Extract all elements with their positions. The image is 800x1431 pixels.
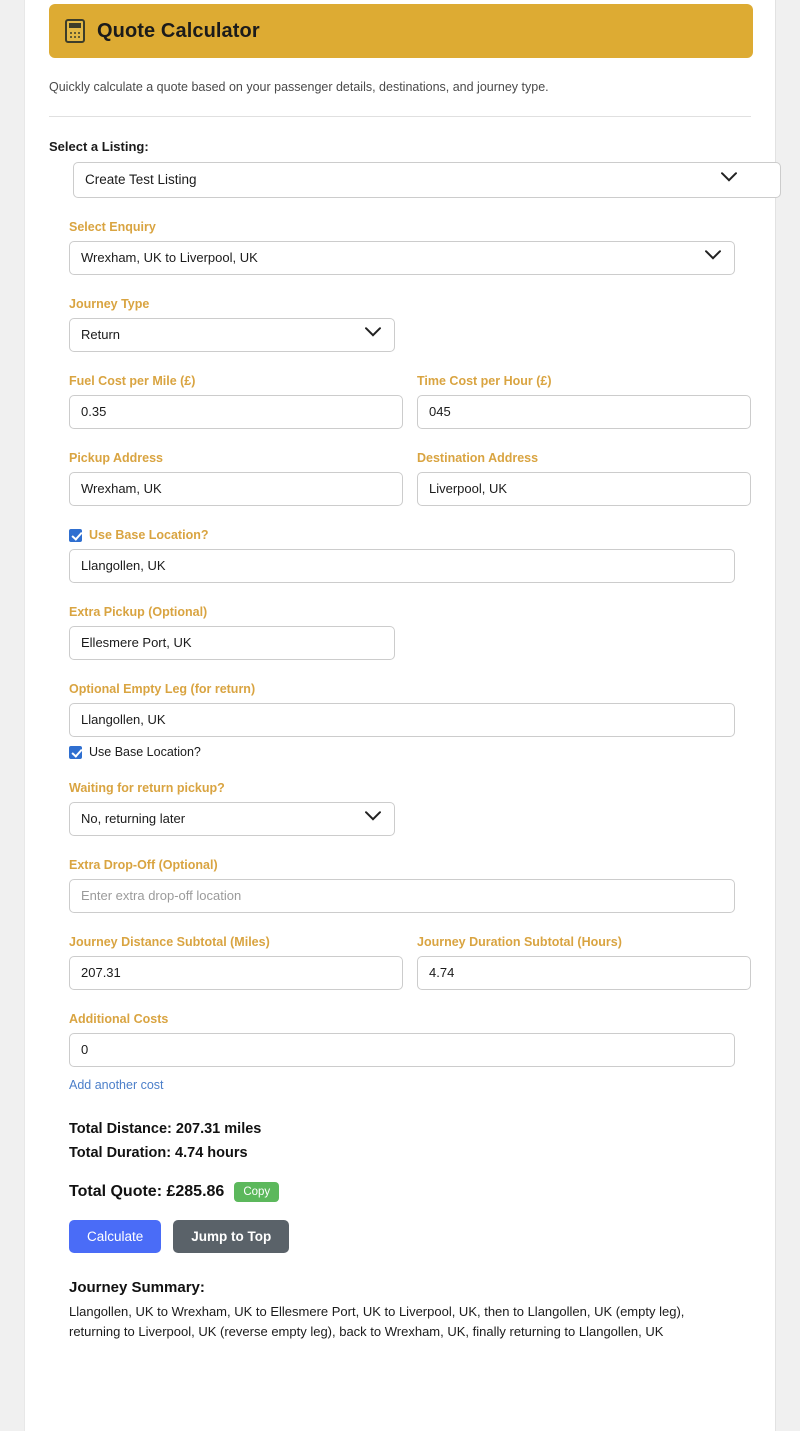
enquiry-select-wrapper[interactable] — [69, 241, 735, 275]
waiting-return-label: Waiting for return pickup? — [69, 781, 225, 795]
pickup-address-label: Pickup Address — [69, 451, 164, 465]
waiting-return-select[interactable]: No, returning later — [69, 802, 395, 836]
field-fuel-cost — [69, 374, 403, 429]
fuel-cost-input[interactable]: 0.35 — [69, 395, 403, 429]
journey-type-select-wrapper[interactable] — [69, 318, 395, 352]
field-extra-dropoff — [69, 858, 751, 913]
total-duration: Total Duration: 4.74 hours — [69, 1144, 248, 1161]
listing-select-wrapper[interactable] — [49, 162, 751, 198]
enquiry-label: Select Enquiry — [69, 220, 156, 234]
total-quote: Total Quote: £285.86 — [69, 1182, 225, 1200]
journey-summary-text: Llangollen, UK to Wrexham, UK to Ellesmere Port, UK to Liverpool, UK, then to Llangollen, UK (empty leg), returning to Liverpool, UK (reverse empty leg), back to Wrexham, UK, finally returning to Llangollen, UK — [69, 1303, 685, 1339]
duration-subtotal-label: Journey Duration Subtotal (Hours) — [417, 935, 622, 949]
calculator-icon — [65, 19, 85, 43]
field-time-cost — [417, 374, 751, 429]
time-cost-label: Time Cost per Hour (£) — [417, 374, 552, 388]
field-distance-subtotal — [69, 935, 403, 990]
field-pickup-address — [69, 451, 403, 506]
field-additional-costs — [69, 1012, 751, 1094]
checkbox-checked-icon[interactable] — [69, 746, 82, 759]
field-journey-type — [69, 297, 751, 352]
journey-summary-title: Journey Summary: — [69, 1278, 205, 1296]
use-base-location-checkbox-1[interactable] — [69, 528, 751, 542]
quote-calculator-card — [24, 0, 776, 1431]
journey-type-label: Journey Type — [69, 297, 150, 311]
add-another-cost-link[interactable]: Add another cost — [69, 1078, 164, 1092]
header-divider — [49, 116, 751, 117]
field-empty-leg — [69, 682, 751, 759]
field-base-location-1 — [69, 528, 751, 583]
duration-subtotal-input[interactable]: 4.74 — [417, 956, 751, 990]
field-extra-pickup — [69, 605, 751, 660]
cost-row — [69, 374, 751, 429]
jump-to-top-button[interactable]: Jump to Top — [173, 1220, 289, 1253]
checkbox-checked-icon[interactable] — [69, 529, 82, 542]
total-quote-row — [69, 1182, 751, 1202]
destination-address-input[interactable]: Liverpool, UK — [417, 472, 751, 506]
use-base-location-checkbox-2[interactable] — [69, 745, 751, 759]
page-header — [49, 4, 753, 58]
extra-dropoff-input[interactable]: Enter extra drop-off location — [69, 879, 735, 913]
extra-pickup-input[interactable]: Ellesmere Port, UK — [69, 626, 395, 660]
use-base-location-label-2: Use Base Location? — [89, 745, 201, 759]
address-row — [69, 451, 751, 506]
listing-label: Select a Listing: — [49, 139, 149, 154]
field-waiting-return — [69, 781, 751, 836]
extra-dropoff-label: Extra Drop-Off (Optional) — [69, 858, 218, 872]
action-buttons — [69, 1220, 751, 1253]
use-base-location-label-1: Use Base Location? — [89, 528, 209, 542]
fuel-cost-label: Fuel Cost per Mile (£) — [69, 374, 196, 388]
empty-leg-label: Optional Empty Leg (for return) — [69, 682, 256, 696]
pickup-address-input[interactable]: Wrexham, UK — [69, 472, 403, 506]
waiting-return-select-wrapper[interactable] — [69, 802, 395, 836]
quote-form — [25, 220, 775, 1342]
listing-select[interactable]: Create Test Listing — [73, 162, 781, 198]
total-distance: Total Distance: 207.31 miles — [69, 1121, 262, 1137]
additional-costs-label: Additional Costs — [69, 1012, 169, 1026]
destination-address-label: Destination Address — [417, 451, 539, 465]
totals-block — [69, 1118, 751, 1166]
empty-leg-input[interactable]: Llangollen, UK — [69, 703, 735, 737]
calculate-button[interactable]: Calculate — [69, 1220, 161, 1253]
time-cost-input[interactable]: 045 — [417, 395, 751, 429]
field-enquiry — [69, 220, 751, 275]
page-subtitle: Quickly calculate a quote based on your passenger details, destinations, and journey type. — [49, 80, 549, 94]
copy-button[interactable]: Copy — [234, 1182, 279, 1202]
subtotal-row — [69, 935, 751, 990]
field-destination-address — [417, 451, 751, 506]
base-location-input-1[interactable]: Llangollen, UK — [69, 549, 735, 583]
journey-type-select[interactable]: Return — [69, 318, 395, 352]
enquiry-select[interactable]: Wrexham, UK to Liverpool, UK — [69, 241, 735, 275]
distance-subtotal-input[interactable]: 207.31 — [69, 956, 403, 990]
distance-subtotal-label: Journey Distance Subtotal (Miles) — [69, 935, 270, 949]
page-title: Quote Calculator — [97, 19, 260, 42]
extra-pickup-label: Extra Pickup (Optional) — [69, 605, 208, 619]
additional-costs-input[interactable]: 0 — [69, 1033, 735, 1067]
field-duration-subtotal — [417, 935, 751, 990]
